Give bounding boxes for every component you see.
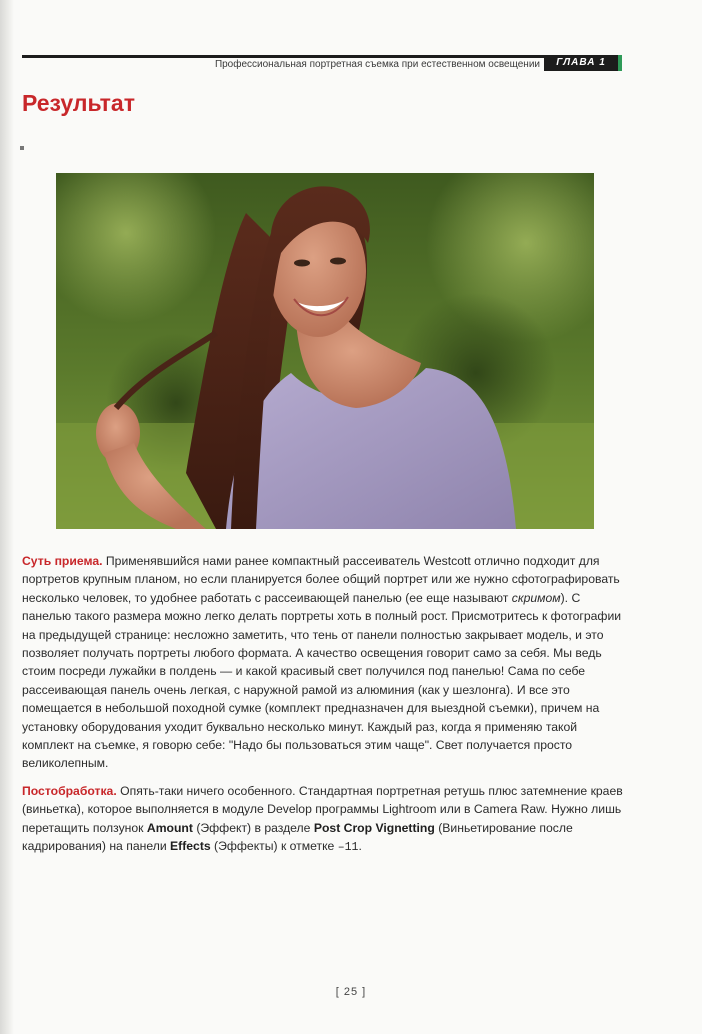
term-effects: Effects — [170, 839, 211, 854]
term-post-crop-vignetting: Post Crop Vignetting — [313, 820, 435, 835]
paragraph-technique — [22, 552, 630, 773]
portrait-photo — [56, 173, 594, 529]
paragraph-postprocessing — [22, 782, 630, 858]
p2-text-1: Опять-таки ничего особенного. Стандартная портретная ретушь плюс затемнение краев (виньетка), которое выполняется в модуле Develop программы Lightroom или в Camera Raw. Нужно лишь перетащить ползунок — [22, 783, 623, 835]
body-text — [22, 552, 630, 867]
p1-emphasis: скримом — [511, 590, 561, 605]
slider-value: –11 — [337, 841, 359, 855]
page-number: [ 25 ] — [335, 986, 367, 998]
portrait-illustration — [56, 173, 594, 529]
p2-text-3: (Виньетирование после кадрирования) на панели — [22, 820, 573, 854]
page-title: Результат — [22, 90, 135, 116]
margin-mark — [20, 146, 24, 150]
p2-text-4: (Эффекты) к отметке — [210, 839, 338, 854]
lead-technique: Суть приема. — [22, 554, 103, 568]
p1-text-1: Применявшийся нами ранее компактный рассеиватель Westcott отлично подходит для портретов крупным планом, но если планируется более общий портрет или же нужно сфотографировать несколько человек, то удобнее работать с рассеивающей панелью (ее еще называют — [22, 554, 620, 605]
term-amount: Amount — [146, 820, 193, 835]
p2-text-2: (Эффект) в разделе — [192, 820, 314, 835]
p2-text-5: . — [358, 839, 362, 854]
running-header — [22, 55, 622, 71]
page-gutter-shadow — [0, 0, 14, 1034]
lead-postprocessing: Постобработка. — [22, 783, 117, 798]
header-rule — [22, 55, 622, 58]
p1-text-2: ). С панелью такого размера можно легко делать портреты хоть в полный рост. Присмотритесь к фотографии на предыдущей странице: несложно заметить, что тень от панели полностью закрывает модель, и это позволяет получать портреты любого формата. А качество освещения говорит само за себя. Мы ведь стоим посреди лужайки в полдень — и какой красивый свет получился под панелью! Сама по себе рассеивающая панель очень легкая, с наружной рамой из алюминия (как у шезлонга). И все это помещается в небольшой походной сумке (комплект предназначен для выездной съемки), причем на установку оборудования уходит буквально несколько минут. Каждый раз, когда я применяю такой комплект на съемке, я говорю себе: "Надо бы пользоваться этим чаще". Свет получается просто великолепным. — [22, 590, 622, 771]
chapter-tab: ГЛАВА 1 — [544, 55, 622, 71]
running-title: Профессиональная портретная съемка при естественном освещении — [214, 59, 540, 70]
